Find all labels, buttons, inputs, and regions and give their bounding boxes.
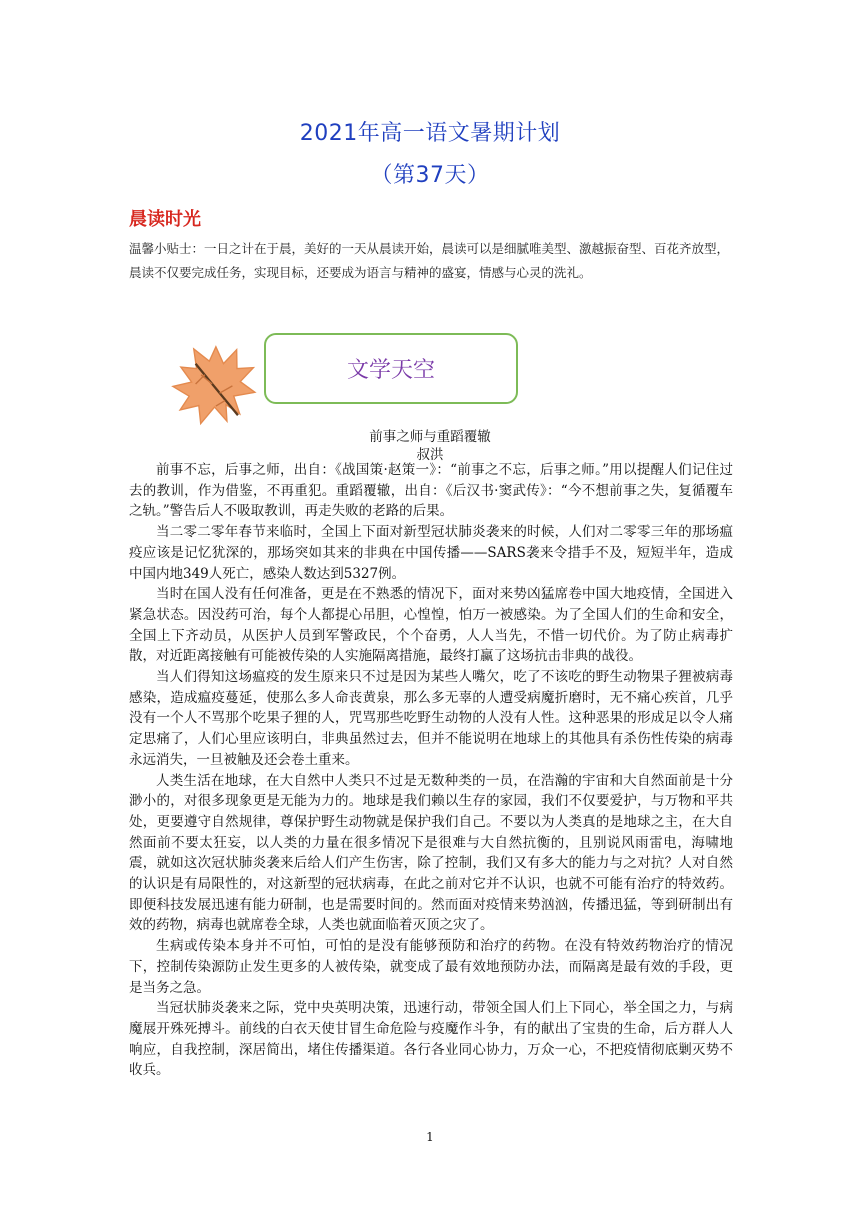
article-author: 叔洪 bbox=[416, 447, 444, 463]
paragraph: 生病或传染本身并不可怕，可怕的是没有能够预防和治疗的药物。在没有特效药物治疗的情况下，控制传染源防止发生更多的人被传染，就变成了最有效地预防办法，而隔离是最有效的手段，更是当务之急。 bbox=[129, 938, 733, 996]
document-subtitle: （第37天） bbox=[370, 163, 490, 188]
tip-text: 温馨小贴士：一日之计在于晨，美好的一天从晨读开始，晨读可以是细腻唯美型、激越振奋型、百花齐放型，晨读不仅要完成任务，实现目标，还要成为语言与精神的盛宴，情感与心灵的洗礼。 bbox=[129, 241, 730, 280]
section-heading: 晨读时光 bbox=[129, 209, 201, 230]
paragraph: 当时在国人没有任何准备，更是在不熟悉的情况下，面对来势凶猛席卷中国大地疫情，全国进入紧急状态。因没药可治，每个人都提心吊胆，心惶惶，怕万一被感染。为了全国人们的生命和安全，全国上下齐动员，从医护人员到军警政民，个个奋勇，人人当先，不惜一切代价。为了防止病毒扩散，对近距离接触有可能被传染的人实施隔离措施，最终打赢了这场抗击非典的战役。 bbox=[129, 586, 733, 665]
paragraph: 当人们得知这场瘟疫的发生原来只不过是因为某些人嘴欠，吃了不该吃的野生动物果子狸被病毒感染，造成瘟疫蔓延，使那么多人命丧黄泉，那么多无辜的人遭受病魔折磨时，无不痛心疾首，几乎没有一个人不骂那个吃果子狸的人，咒骂那些吃野生动物的人没有人性。这种恶果的形成足以令人痛定思痛了，人们心里应该明白，非典虽然过去，但并不能说明在地球上的其他具有杀伤性传染的病毒永远消失，一旦被触及还会卷土重来。 bbox=[129, 669, 733, 768]
paragraph: 人类生活在地球，在大自然中人类只不过是无数种类的一员，在浩瀚的宇宙和大自然面前是十分渺小的，对很多现象更是无能为力的。地球是我们赖以生存的家园，我们不仅要爱护，与万物和平共处，更要遵守自然规律，尊保护野生动物就是保护我们自己。不要以为人类真的是地球之主，在大自然面前不要太狂妄，以人类的力量在很多情况下是很难与大自然抗衡的，且别说风雨雷电，海啸地震，就如这次冠状肺炎袭来后给人们产生伤害，除了控制，我们又有多大的能力与之对抗？人对自然的认识是有局限性的，对这新型的冠状病毒，在此之前对它并不认识，也就不可能有治疗的特效药。即便科技发展迅速有能力研制，也是需要时间的。然而面对疫情来势汹汹，传播迅猛，等到研制出有效的药物，病毒也就席卷全球，人类也就面临着灭顶之灾了。 bbox=[129, 772, 733, 934]
banner-label: 文学天空 bbox=[346, 358, 435, 383]
document-title: 2021年高一语文暑期计划 bbox=[299, 121, 561, 146]
paragraph: 当二零二零年春节来临时，全国上下面对新型冠状肺炎袭来的时候，人们对二零零三年的那场瘟疫应该是记忆犹深的，那场突如其来的非典在中国传播——SARS袭来令措手不及，短短半年，造成中国内地349人死亡，感染人数达到5327例。 bbox=[129, 524, 733, 582]
article-title: 前事之师与重蹈覆辙 bbox=[369, 429, 491, 445]
maple-leaf-icon bbox=[168, 338, 260, 430]
paragraph: 前事不忘，后事之师，出自：《战国策·赵策一》：“前事之不忘，后事之师。”用以提醒人们记住过去的教训，作为借鉴，不再重犯。重蹈覆辙，出自：《后汉书·窦武传》：“今不想前事之失，复循覆车之轨。”警告后人不吸取教训，再走失败的老路的后果。 bbox=[129, 462, 733, 520]
article-body bbox=[129, 460, 733, 1081]
paragraph: 当冠状肺炎袭来之际，党中央英明决策，迅速行动，带领全国人们上下同心，举全国之力，与病魔展开殊死搏斗。前线的白衣天使甘冒生命危险与疫魔作斗争，有的献出了宝贵的生命，后方群人人响应，自我控制，深居简出，堵住传播渠道。各行各业同心协力，万众一心，不把疫情彻底剿灭势不收兵。 bbox=[129, 1000, 733, 1079]
literature-banner bbox=[264, 333, 518, 404]
page-number: 1 bbox=[426, 1130, 434, 1144]
